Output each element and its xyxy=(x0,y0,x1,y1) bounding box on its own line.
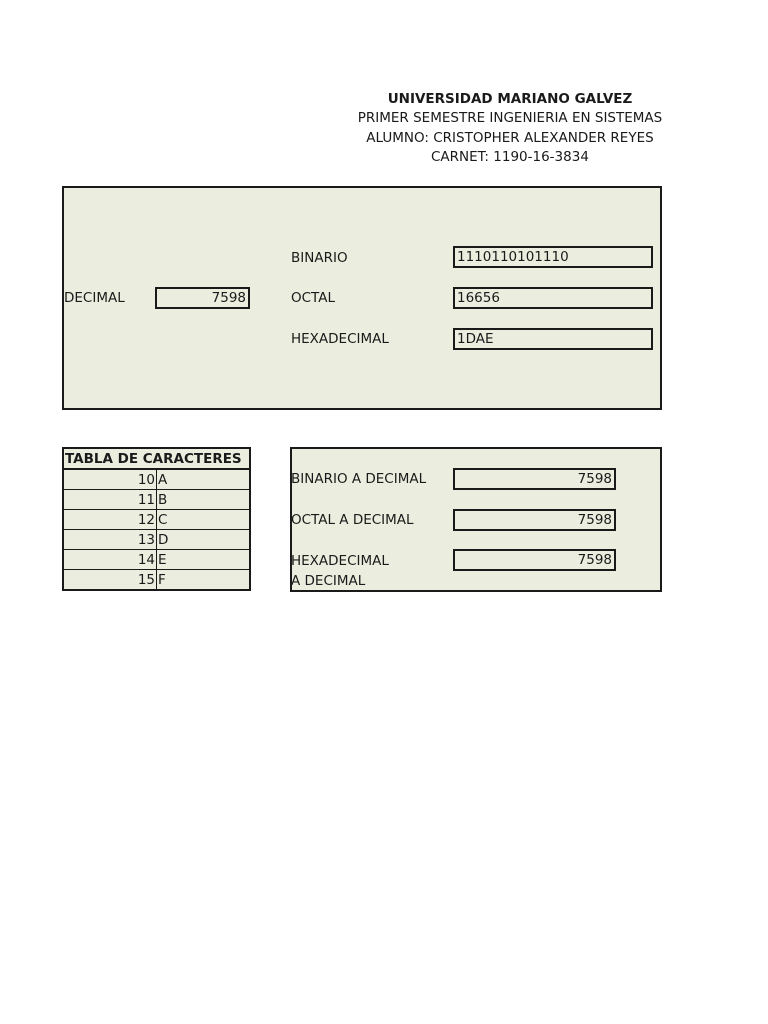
table-row xyxy=(63,469,250,490)
table-row xyxy=(63,530,250,550)
octal-label: OCTAL xyxy=(291,290,336,306)
char-letter[interactable]: F xyxy=(157,570,251,591)
hex-label: HEXADECIMAL xyxy=(291,331,389,347)
char-letter[interactable]: A xyxy=(157,469,251,490)
character-table-title: TABLA DE CARACTERES xyxy=(63,448,250,469)
table-row xyxy=(63,490,250,510)
char-number[interactable]: 12 xyxy=(63,510,157,530)
char-letter[interactable]: B xyxy=(157,490,251,510)
semester-line: PRIMER SEMESTRE INGENIERIA EN SISTEMAS xyxy=(357,110,663,126)
hex-to-dec-label-line2: A DECIMAL xyxy=(291,573,366,589)
hex-to-dec-label-line1: HEXADECIMAL xyxy=(291,553,389,569)
character-table xyxy=(62,447,251,591)
table-row xyxy=(63,570,250,591)
table-row xyxy=(63,550,250,570)
carnet-line: CARNET: 1190-16-3834 xyxy=(431,149,589,165)
oct-to-dec-output[interactable]: 7598 xyxy=(453,509,616,531)
char-letter[interactable]: C xyxy=(157,510,251,530)
university-title: UNIVERSIDAD MARIANO GALVEZ xyxy=(387,91,633,107)
char-number[interactable]: 14 xyxy=(63,550,157,570)
hex-to-dec-output[interactable]: 7598 xyxy=(453,549,616,571)
oct-to-dec-label: OCTAL A DECIMAL xyxy=(291,512,414,528)
octal-output[interactable]: 16656 xyxy=(453,287,653,309)
char-number[interactable]: 11 xyxy=(63,490,157,510)
student-line: ALUMNO: CRISTOPHER ALEXANDER REYES xyxy=(366,130,654,146)
char-number[interactable]: 13 xyxy=(63,530,157,550)
table-row xyxy=(63,510,250,530)
binario-label: BINARIO xyxy=(291,250,348,266)
char-number[interactable]: 15 xyxy=(63,570,157,591)
char-letter[interactable]: E xyxy=(157,550,251,570)
char-number[interactable]: 10 xyxy=(63,469,157,490)
hex-output[interactable]: 1DAE xyxy=(453,328,653,350)
bin-to-dec-output[interactable]: 7598 xyxy=(453,468,616,490)
decimal-label: DECIMAL xyxy=(64,290,125,306)
binario-output[interactable]: 1110110101110 xyxy=(453,246,653,268)
bin-to-dec-label: BINARIO A DECIMAL xyxy=(291,471,427,487)
char-letter[interactable]: D xyxy=(157,530,251,550)
decimal-input[interactable]: 7598 xyxy=(155,287,250,309)
